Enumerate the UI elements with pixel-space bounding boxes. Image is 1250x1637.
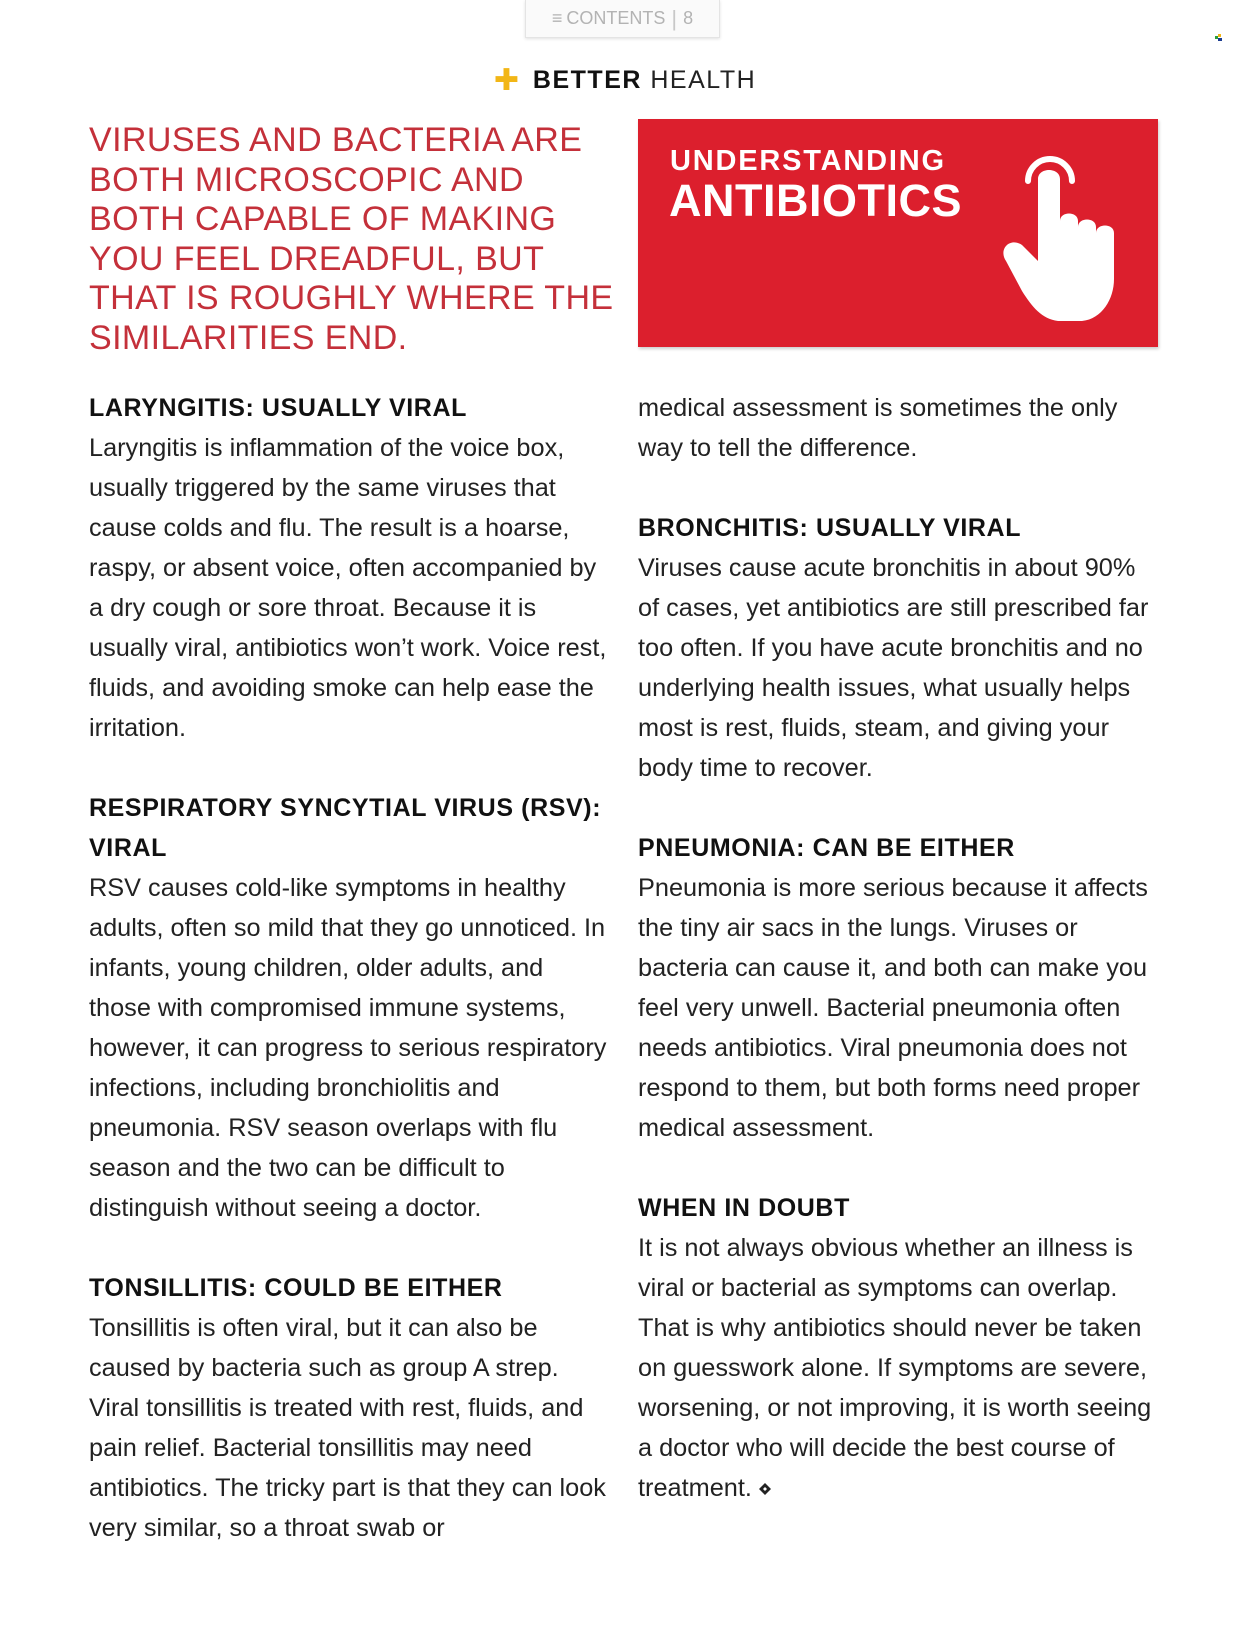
when-in-doubt-body: It is not always obvious whether an illness is viral or bacterial as symptoms can overlap. That is why antibiotics should never be taken on guesswork alone. If symptoms are severe, worsening, or not improving, it is worth seeing a doctor who will decide the best course of treatment. bbox=[638, 1234, 1152, 1502]
laryngitis-heading: LARYNGITIS: USUALLY VIRAL bbox=[89, 394, 467, 422]
end-mark-icon bbox=[758, 1482, 772, 1496]
menu-icon: ≡ bbox=[551, 8, 563, 28]
bronchitis-heading: BRONCHITIS: USUALLY VIRAL bbox=[638, 514, 1022, 542]
contents-label: CONTENTS bbox=[566, 8, 666, 28]
tonsillitis-heading: TONSILLITIS: COULD BE EITHER bbox=[89, 1274, 503, 1302]
right-column bbox=[638, 388, 1158, 1508]
tonsillitis-continuation: medical assessment is sometimes the only way to tell the difference. bbox=[638, 394, 1118, 462]
left-column bbox=[89, 388, 609, 1548]
banner-title-large: ANTIBIOTICS bbox=[669, 175, 962, 226]
banner-title-small: UNDERSTANDING bbox=[670, 145, 946, 177]
section-masthead bbox=[0, 64, 1250, 97]
page-number: 8 bbox=[683, 8, 694, 28]
bronchitis-body: Viruses cause acute bronchitis in about 90% of cases, yet antibiotics are still prescribed far too often. If you have acute bronchitis and no underlying health issues, what usually helps most is rest, fluids, steam, and giving your body time to recover. bbox=[638, 554, 1149, 782]
masthead-regular: HEALTH bbox=[650, 66, 757, 94]
pneumonia-body: Pneumonia is more serious because it affects the tiny air sacs in the lungs. Viruses or bacteria can cause it, and both can make you feel very unwell. Bacterial pneumonia often needs antibiotics. Viral pneumonia does not respond to them, but both forms need proper medical assessment. bbox=[638, 874, 1148, 1142]
title-banner bbox=[638, 119, 1158, 347]
divider: | bbox=[671, 5, 678, 31]
rsv-body: RSV causes cold-like symptoms in healthy adults, often so mild that they go unnoticed. In infants, young children, older adults, and those with compromised immune systems, however, it can progress to serious respiratory infections, including bronchiolitis and pneumonia. RSV season overlaps with flu season and the two can be difficult to distinguish without seeing a doctor. bbox=[89, 874, 607, 1222]
tonsillitis-body: Tonsillitis is often viral, but it can also be caused by bacteria such as group A strep. Viral tonsillitis is treated with rest, fluids, and pain relief. Bacterial tonsillitis may need antibiotics. The tricky part is that they can look very similar, so a throat swab or bbox=[89, 1314, 606, 1542]
contents-button[interactable] bbox=[525, 0, 720, 38]
rsv-heading: RESPIRATORY SYNCYTIAL VIRUS (RSV): VIRAL bbox=[89, 794, 602, 862]
laryngitis-body: Laryngitis is inflammation of the voice box, usually triggered by the same viruses that cause colds and flu. The result is a hoarse, raspy, or absent voice, often accompanied by a dry cough or sore throat. Because it is usually viral, antibiotics won’t work. Voice rest, fluids, and avoiding smoke can help ease the irritation. bbox=[89, 434, 607, 742]
corner-marker-icon bbox=[1215, 34, 1223, 42]
when-in-doubt-heading: WHEN IN DOUBT bbox=[638, 1194, 850, 1222]
pneumonia-heading: PNEUMONIA: CAN BE EITHER bbox=[638, 834, 1015, 862]
intro-standfirst: VIRUSES AND BACTERIA ARE BOTH MICROSCOPIC AND BOTH CAPABLE OF MAKING YOU FEEL DREADFUL, BUT THAT IS ROUGHLY WHERE THE SIMILARITIES END. bbox=[89, 121, 614, 357]
when-in-doubt-body-wrap bbox=[638, 1228, 1158, 1508]
pointing-hand-icon bbox=[998, 139, 1138, 329]
masthead-bold: BETTER bbox=[532, 66, 642, 94]
plus-icon: ✚ bbox=[493, 64, 521, 97]
